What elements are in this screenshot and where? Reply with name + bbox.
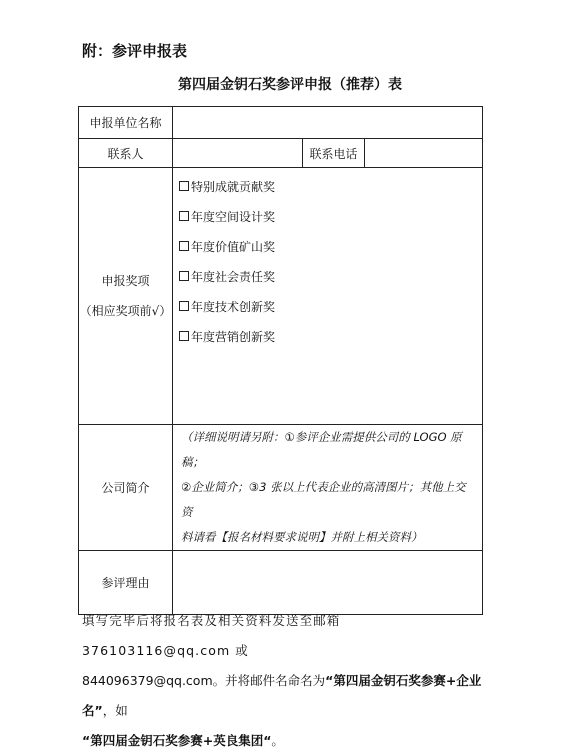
email-subject-template: “第四届金钥石奖参赛+企业名” xyxy=(82,673,482,718)
contact-row xyxy=(79,139,483,168)
award-label: 申报奖项 xyxy=(101,274,150,288)
email-address-2[interactable]: 844096379@qq.com xyxy=(82,673,213,688)
unit-name-row xyxy=(79,107,483,139)
award-option-special-achievement[interactable] xyxy=(179,178,482,208)
instruction-or: 或 xyxy=(235,643,249,658)
application-form-table xyxy=(78,106,483,615)
checkbox-icon[interactable] xyxy=(179,271,189,281)
email-address-1[interactable]: 376103116@qq.com xyxy=(82,643,231,658)
company-intro-note-line: （详细说明请另附：①参评企业需提供公司的 LOGO 原稿； xyxy=(181,430,462,469)
phone-label: 联系电话 xyxy=(303,139,365,168)
instruction-text: ，如 xyxy=(102,703,128,718)
checkbox-icon[interactable] xyxy=(179,181,189,191)
instruction-line-3 xyxy=(82,726,492,756)
award-option-marketing-innovation[interactable] xyxy=(179,328,482,358)
reason-label: 参评理由 xyxy=(79,551,173,615)
instruction-line-1 xyxy=(82,606,492,666)
phone-field[interactable] xyxy=(365,139,483,168)
form-title: 第四届金钥石奖参评申报（推荐）表 xyxy=(178,77,402,93)
instruction-line-2 xyxy=(82,666,492,726)
company-intro-field[interactable] xyxy=(173,425,483,551)
company-intro-note-line: 料请看【报名材料要求说明】并附上相关资料） xyxy=(181,530,423,544)
award-option-label: 年度技术创新奖 xyxy=(191,300,276,314)
instruction-text: 。并将邮件名命名为 xyxy=(212,673,326,688)
award-options xyxy=(173,168,483,425)
award-option-space-design[interactable] xyxy=(179,208,482,238)
award-option-value-mine[interactable] xyxy=(179,238,482,268)
award-option-label: 年度社会责任奖 xyxy=(191,270,276,284)
attachment-label: 附：参评申报表 xyxy=(82,42,188,60)
unit-name-field[interactable] xyxy=(173,107,483,139)
instruction-text: 填写完毕后将报名表及相关资料发送至邮箱 xyxy=(82,613,341,628)
checkbox-icon[interactable] xyxy=(179,241,189,251)
company-intro-row xyxy=(79,425,483,551)
unit-name-label: 申报单位名称 xyxy=(79,107,173,139)
instruction-text: 。 xyxy=(271,733,284,748)
award-hint: （相应奖项前√） xyxy=(79,304,172,318)
contact-field[interactable] xyxy=(173,139,303,168)
award-option-label: 年度价值矿山奖 xyxy=(191,240,276,254)
company-intro-note-line: ②企业简介；③3 张以上代表企业的高清图片；其他上交资 xyxy=(181,480,466,519)
reason-row xyxy=(79,551,483,615)
checkbox-icon[interactable] xyxy=(179,331,189,341)
award-row xyxy=(79,168,483,425)
award-option-label: 特别成就贡献奖 xyxy=(191,180,276,194)
checkbox-icon[interactable] xyxy=(179,211,189,221)
reason-field[interactable] xyxy=(173,551,483,615)
award-option-label: 年度营销创新奖 xyxy=(191,330,276,344)
company-intro-label: 公司简介 xyxy=(79,425,173,551)
email-subject-example: “第四届金钥石奖参赛+英良集团“ xyxy=(82,733,272,748)
award-option-tech-innovation[interactable] xyxy=(179,298,482,328)
checkbox-icon[interactable] xyxy=(179,301,189,311)
award-label-cell xyxy=(79,168,173,425)
contact-label: 联系人 xyxy=(79,139,173,168)
award-option-label: 年度空间设计奖 xyxy=(191,210,276,224)
award-option-social-responsibility[interactable] xyxy=(179,268,482,298)
